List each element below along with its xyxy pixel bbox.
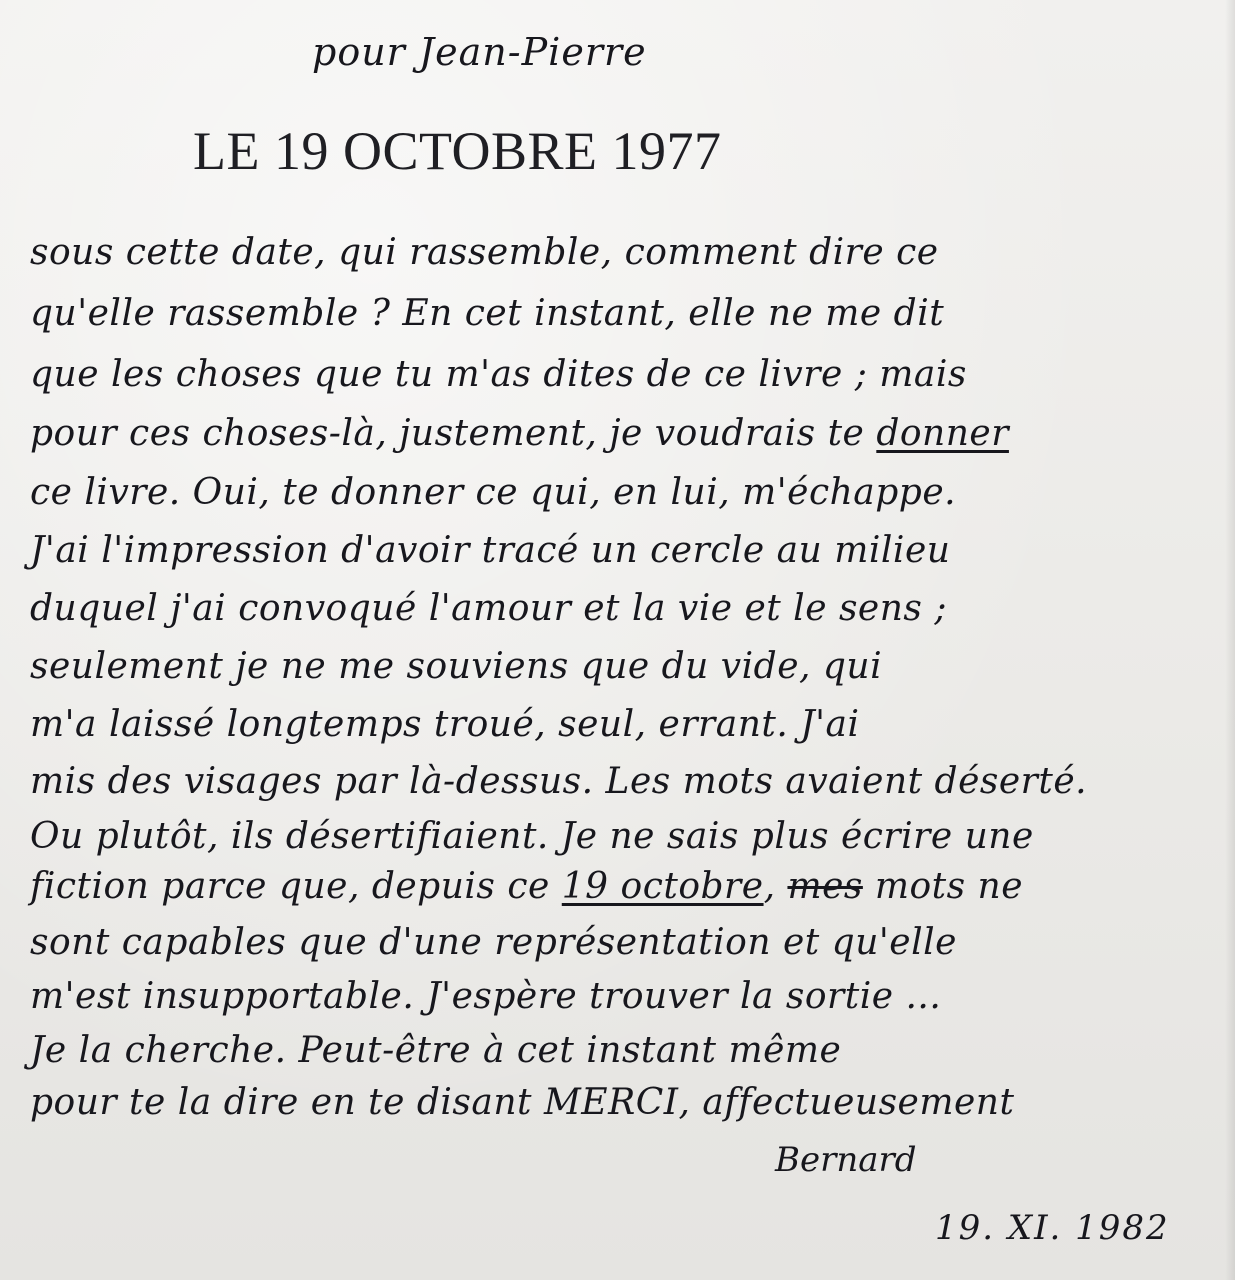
underlined-date-19-octobre: 19 octobre: [561, 866, 764, 907]
handwritten-line-6: J'ai l'impression d'avoir tracé un cercle au milieu: [30, 530, 951, 571]
handwritten-line-1: sous cette date, qui rassemble, comment dire ce: [30, 232, 939, 273]
handwritten-line-9: m'a laissé longtemps troué, seul, errant. J'ai: [30, 704, 860, 745]
underlined-word-donner: donner: [876, 413, 1009, 454]
handwritten-line-13: sont capables que d'une représentation et qu'elle: [30, 922, 957, 963]
handwritten-line-2: qu'elle rassemble ? En cet instant, elle ne me dit: [30, 293, 945, 334]
handwritten-line-4: [30, 413, 1009, 454]
handwritten-line-14: m'est insupportable. J'espère trouver la sortie ...: [30, 976, 942, 1017]
handwritten-line-4-text: pour ces choses-là, justement, je voudrais te: [30, 413, 865, 454]
handwritten-line-7: duquel j'ai convoqué l'amour et la vie et le sens ;: [30, 588, 947, 629]
handwritten-line-12-text: fiction parce que, depuis ce: [30, 866, 550, 907]
handwritten-line-16: pour te la dire en te disant MERCI, affectueusement: [30, 1082, 1015, 1123]
handwritten-line-15: Je la cherche. Peut-être à cet instant même: [30, 1030, 842, 1071]
handwritten-line-8: seulement je ne me souviens que du vide, qui: [30, 646, 883, 687]
handwritten-line-12-tail: mots ne: [874, 866, 1024, 907]
crossed-out-word: mes: [787, 866, 863, 907]
printed-title: LE 19 OCTOBRE 1977: [193, 121, 722, 181]
handwritten-line-11: Ou plutôt, ils désertifiaient. Je ne sais plus écrire une: [30, 816, 1034, 857]
handwritten-line-10: mis des visages par là-dessus. Les mots avaient déserté.: [30, 761, 1088, 802]
handwritten-line-3: que les choses que tu m'as dites de ce livre ; mais: [30, 354, 967, 395]
handwritten-signature: Bernard: [775, 1140, 917, 1180]
handwritten-line-5: ce livre. Oui, te donner ce qui, en lui, m'échappe.: [30, 472, 957, 513]
page-edge-shadow: [1225, 0, 1235, 1280]
handwritten-date: 19. XI. 1982: [935, 1208, 1170, 1248]
handwritten-dedication: pour Jean-Pierre: [312, 30, 647, 74]
handwritten-line-12: fiction parce que, depuis ce 19 octobre, mes mots ne: [30, 866, 1024, 907]
